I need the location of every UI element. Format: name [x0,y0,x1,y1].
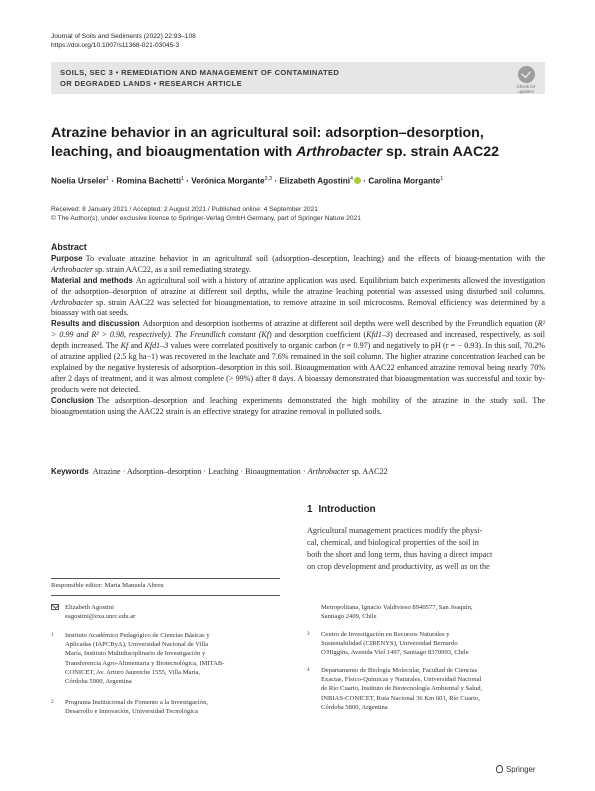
received-dates: Received: 8 January 2021 / Accepted: 2 August 2021 / Published online: 4 September 2021 [51,206,318,213]
doi-link[interactable]: https://doi.org/10.1007/s11368-021-03045-3 [51,42,180,49]
intro-line: Agricultural management practices modify the physi- [307,526,483,535]
copyright-notice: © The Author(s), under exclusive licence to Springer-Verlag GmbH Germany, part of Springer Nature 2021 [51,215,361,223]
results-kf-2: Kf [120,341,129,351]
intro-line: both the short and long term, thus having a direct impact [307,550,493,559]
affiliation-mark: 4 [307,667,310,673]
affiliation-line: O'Higgins, Avenida Viel 1497, Santiago 8370993, Chile [321,649,469,657]
affiliation-line: Córdoba 5900, Argentina [65,678,132,686]
affiliation-2-continued [307,603,545,623]
results-kfd-2: Kfd1–3 [144,341,169,351]
section-label [60,68,480,89]
affiliation-line: Transferencia Agro-Alimentaria y Biotecnológica, IMITAB- [65,659,225,667]
purpose-organism: Arthrobacter [51,264,93,274]
introduction-body [307,525,545,573]
responsible-editor: Responsible editor: Maria Manuela Abreu [51,582,164,589]
affiliation-text [321,603,545,621]
methods-text: An agricultural soil with a history of atrazine application was used. Equilibrium batch experiments allowed the investigation of the adsorption–desorption of atrazine at different soil depths, while the atrazine leaching potential was assessed using disturbed soil columns. [51,275,545,296]
abstract-purpose [51,254,545,276]
affiliation-3 [307,630,545,660]
section-heading-introduction [307,504,376,515]
check-updates-icon [518,66,535,83]
section-banner [51,62,545,94]
springer-horse-icon [496,765,503,773]
affiliation-line: Instituto Académico Pedagógico de Ciencias Básicas y [65,632,210,639]
author-name[interactable]: Carolina Morgante [368,176,441,186]
affiliation-line: Centro de Investigación en Recursos Naturales y [321,631,450,638]
section-label-line2: OR DEGRADED LANDS • RESEARCH ARTICLE [60,78,243,88]
section-number: 1 [307,504,313,515]
author-affiliation: 1 [180,176,184,182]
check-updates-text [513,84,539,94]
title-organism: Arthrobacter [296,144,383,160]
affiliation-2 [51,698,280,718]
affiliation-text [65,631,280,686]
article-title [51,124,521,162]
section-title: Introduction [318,504,376,515]
corresponding-author-body [65,603,280,621]
affiliation-line: Santiago 2409, Chile [321,613,377,621]
methods-label: Material and methods [51,275,133,285]
check-updates-line1: Check for [516,84,536,89]
keywords [51,467,545,478]
footer-rule [51,578,280,579]
author-affiliation: 1 [440,176,444,182]
results-text-2: ) and desorption coefficient ( [269,330,367,340]
contact-email[interactable]: eagostini@exa.unrc.edu.ar [65,613,136,621]
affiliation-line: Sustentabilidad (CIRENYS), Universidad Bernardo [321,640,458,648]
affiliation-line: Exactas, Físico-Químicas y Naturales, Universidad Nacional [321,676,482,684]
abstract-results [51,319,545,395]
affiliation-line: Programa Institucional de Fomento a la Investigación, [65,699,209,706]
results-r2-adsorption: R² > 0.99 and [51,319,545,340]
corresponding-author [51,603,280,623]
publication-dates [51,205,545,224]
results-r2-desorption: R² > 0.98, respectively). The Freundlich constant ( [91,330,262,340]
affiliation-line: de Río Cuarto, Instituto de Biotecnología Ambiental y Salud, [321,685,483,693]
affiliation-line: Metropolitana, Ignacio Valdivieso 8940577, San Joaquín, [321,604,473,611]
affiliation-line: Aplicadas (IAPCByA), Universidad Nacional de Villa [65,641,209,649]
title-line2-post: sp. strain AAC22 [382,144,500,160]
author-list: Noelia Urseler$^1$ · Romina Bachetti$^1$ · Verónica Morgante$^{2,3}$ · Elizabeth Agostini$^4$ · Carolina Morgante$^1$ [51,176,444,186]
footer-rule-2 [51,595,280,596]
keywords-label: Keywords [51,467,89,476]
conclusion-text: The adsorption–desorption and leaching experiments demonstrated the high mobility of the atrazine in the study soil. The bioaugmentation using the AAC22 strain is an effective strategy for atrazine removal in polluted soils. [51,395,545,416]
affiliation-line: INBIAS-CONICET, Ruta Nacional 36 Km 601, Río Cuarto, [321,694,480,702]
author-affiliation: 4 [350,176,354,182]
author-affiliation: 1 [106,176,110,182]
affiliation-4 [307,666,545,716]
affiliation-line: María, Instituto Multidisciplinario de Investigación y [65,650,206,658]
results-kfd: Kfd1–3 [366,330,390,340]
affiliation-1 [51,631,280,691]
affiliation-mark: 1 [51,632,54,638]
keywords-list-end: sp. AAC22 [349,467,388,476]
affiliation-text [65,698,280,716]
methods-text-end: sp. strain AAC22 was selected for bioaugmentation, to remove atrazine in soil microcosms. Removal efficiency was determined by a bioassay with oat seeds. [51,297,545,318]
check-updates-line2: updates [518,89,534,94]
results-text: Adsorption and desorption isotherms of atrazine at different soil depths were well described by the Freundlich equation ( [142,319,538,329]
abstract-conclusion [51,396,545,418]
contact-name: Elizabeth Agostini [65,604,114,611]
affiliation-line: Desarrollo e Innovación, Universidad Tecnológica [65,708,198,716]
methods-organism: Arthrobacter [51,297,93,307]
purpose-text-end: sp. strain AAC22, as a soil remediating strategy. [92,264,251,274]
section-label-line1: SOILS, SEC 3 • REMEDIATION AND MANAGEMENT OF CONTAMINATED [60,68,340,77]
author-affiliation: 2,3 [264,176,273,182]
keywords-list: Atrazine · Adsorption–desorption · Leaching · Bioaugmentation · [92,467,308,476]
results-text-4: values were correlated positively to organic carbon (r = 0.97) and negatively to pH (r = − 0.93). In this soil, 70.2% of atrazine applied (2.5 kg ha−1) was recovered in the leachate and 7.6% remained in the soil column. The higher atrazine concentration leached can be explained by the negative hysteresis of adsorption–desorption in this soil. Bioaugmentation with AAC22 enhanced atrazine removal being nearly 70% after 2 days of treatment, and it was almost complete (> 99%) after 8 days. A bioassay demonstrated that bioaugmentation was successful and toxic by-products were not detected. [51,341,546,394]
title-line2 [51,143,521,162]
results-kf: Kf [261,330,269,340]
author-name[interactable]: Verónica Morgante [191,176,265,186]
purpose-label: Purpose [51,253,83,263]
affiliation-line: Córdoba 5800, Argentina [321,703,388,711]
publisher-logo [496,765,535,775]
abstract-methods [51,276,545,320]
check-for-updates-badge[interactable] [513,66,539,94]
abstract [51,242,545,418]
affiliation-mark: 3 [307,631,310,637]
results-label: Results and discussion [51,319,140,329]
title-line1: Atrazine behavior in an agricultural soil: adsorption–desorption, [51,125,484,141]
orcid-icon[interactable] [354,177,361,184]
results-and: and [128,341,145,351]
conclusion-label: Conclusion [51,395,94,405]
author-name[interactable]: Elizabeth Agostini [279,176,351,186]
mail-icon [51,604,59,610]
abstract-heading: Abstract [51,242,87,252]
intro-line: cal, chemical, and biological properties of the soil in [307,538,479,547]
affiliation-line: CONICET, Av. Arturo Jauretche 1555, Villa María, [65,668,201,676]
affiliation-text [321,630,545,658]
intro-line: on crop development and productivity, as well as on the [307,562,490,571]
purpose-text: To evaluate atrazine behavior in an agricultural soil (adsorption–desorption, leaching) and the effects of bioaug-mentation with the [85,253,545,263]
publisher-name: Springer [506,765,536,774]
affiliation-mark: 2 [51,699,54,705]
author-name[interactable]: Noelia Urseler [51,176,107,186]
author-name[interactable]: Romina Bachetti [116,176,181,186]
affiliation-line: Departamento de Biología Molecular, Facultad de Ciencias [321,667,478,674]
journal-citation: Journal of Soils and Sediments (2022) 22:93–108 [51,33,196,40]
keywords-organism: Arthrobacter [307,467,350,476]
title-line2-pre: leaching, and bioaugmentation with [51,144,297,160]
affiliation-text [321,666,545,712]
results-text-3: ) decreased and increased, respectively, as soil depth increased. The [51,330,545,351]
